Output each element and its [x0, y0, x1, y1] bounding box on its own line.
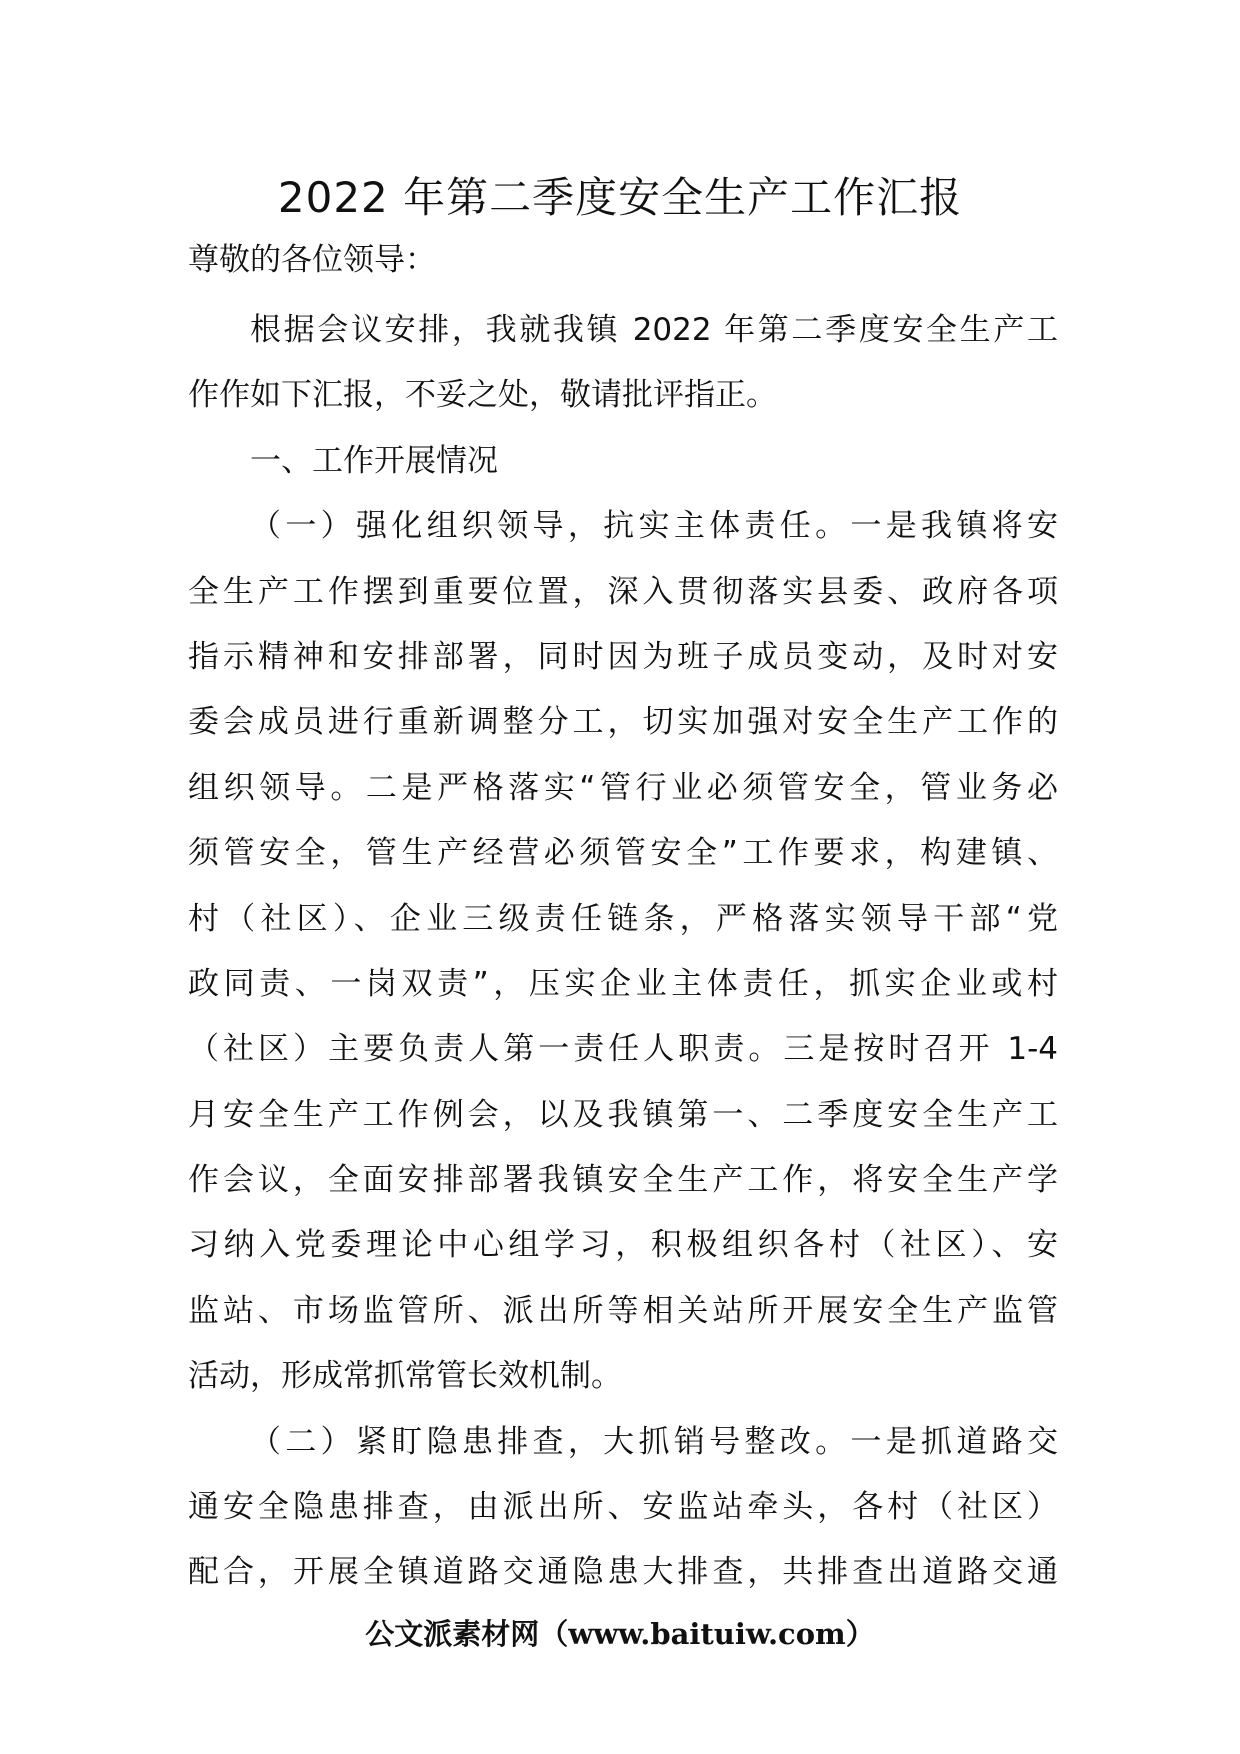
- paragraph-line: 委会成员进行重新调整分工，切实加强对安全生产工作的: [188, 704, 1058, 741]
- paragraph-line: 通安全隐患排查，由派出所、安监站牵头，各村（社区）: [188, 1489, 1058, 1526]
- paragraph-line: 根据会议安排，我就我镇 2022 年第二季度安全生产工: [250, 312, 1058, 348]
- paragraph-line: （一）强化组织领导，抗实主体责任。一是我镇将安: [250, 508, 1058, 545]
- document-title: 2022 年第二季度安全生产工作汇报: [277, 173, 963, 222]
- paragraph-line: 指示精神和安排部署，同时因为班子成员变动，及时对安: [188, 638, 1058, 675]
- paragraph-line: 全生产工作摆到重要位置，深入贯彻落实县委、政府各项: [188, 573, 1058, 610]
- section-heading: 一、工作开展情况: [250, 442, 498, 479]
- salutation: 尊敬的各位领导：: [188, 242, 436, 278]
- paragraph-line: （社区）主要负责人第一责任人职责。三是按时召开 1-4: [188, 1031, 1058, 1068]
- paragraph-line: 配合，开展全镇道路交通隐患大排查，共排查出道路交通: [188, 1554, 1058, 1591]
- paragraph-line: 作作如下汇报，不妥之处，敬请批评指正。: [188, 377, 777, 414]
- paragraph-line: 活动，形成常抓常管长效机制。: [188, 1358, 622, 1395]
- paragraph-line: 组织领导。二是严格落实“管行业必须管安全，管业务必: [188, 769, 1058, 806]
- paragraph-line: 监站、市场监管所、派出所等相关站所开展安全生产监管: [188, 1292, 1058, 1329]
- document-body: [188, 298, 1058, 1606]
- paragraph-line: 习纳入党委理论中心组学习，积极组织各村（社区）、安: [188, 1227, 1058, 1264]
- paragraph-line: 政同责、一岗双责”，压实企业主体责任，抓实企业或村: [188, 965, 1058, 1002]
- paragraph-line: 村（社区）、企业三级责任链条，严格落实领导干部“党: [188, 900, 1058, 937]
- footer-watermark: 公文派素材网（www.baituiw.com）: [365, 1617, 875, 1651]
- paragraph-line: 作会议，全面安排部署我镇安全生产工作，将安全生产学: [188, 1162, 1058, 1199]
- paragraph-line: （二）紧盯隐患排查，大抓销号整改。一是抓道路交: [250, 1423, 1058, 1460]
- paragraph-line: 月安全生产工作例会，以及我镇第一、二季度安全生产工: [188, 1096, 1058, 1133]
- paragraph-line: 须管安全，管生产经营必须管安全”工作要求，构建镇、: [188, 835, 1058, 872]
